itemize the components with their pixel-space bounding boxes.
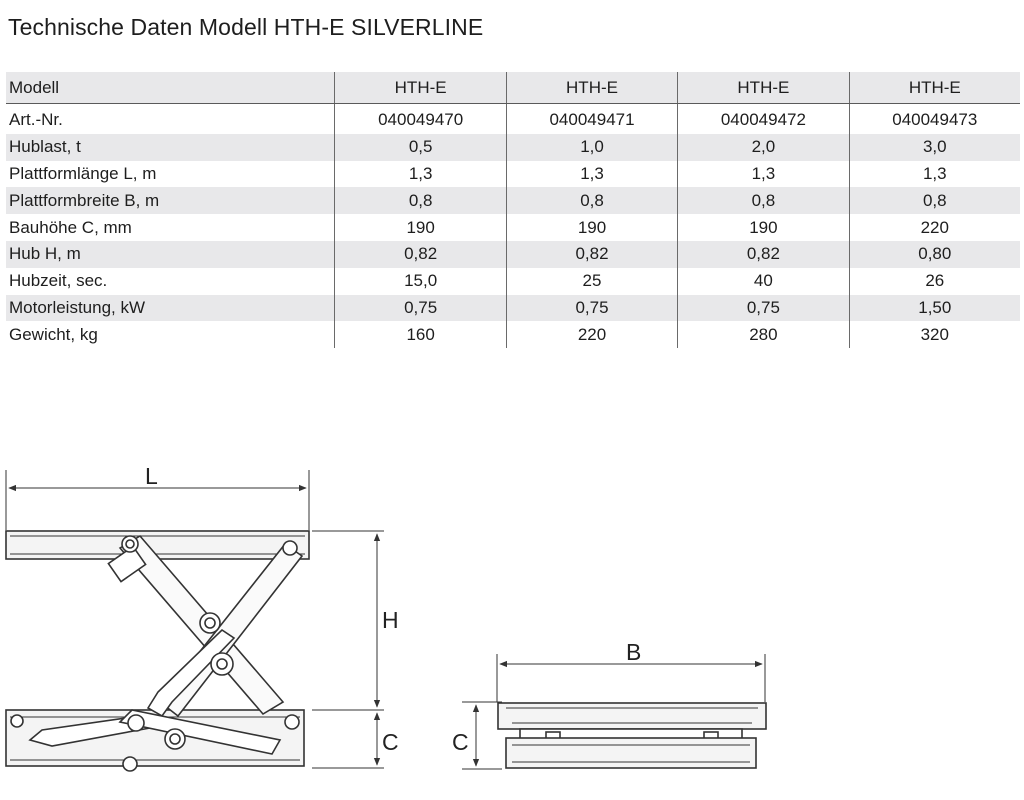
value-cell: 1,3 [335,161,506,188]
value-cell: 15,0 [335,268,506,295]
dimension-label-width: B [626,639,642,665]
value-cell: 1,3 [849,161,1020,188]
row-label-cell: Plattformlänge L, m [9,163,157,183]
value-cell: 40 [678,268,849,295]
technical-drawing [0,440,1024,795]
value-cell: 2,0 [678,134,849,161]
row-label-cell: Hublast, t [6,134,335,161]
value-cell: 040049472 [678,104,849,134]
table-row [6,187,1020,214]
header-cell: HTH-E [335,72,506,104]
header-cell: HTH-E [849,72,1020,104]
value-cell: 0,82 [506,241,677,268]
value-cell: 0,82 [678,241,849,268]
value-cell: 220 [849,214,1020,241]
table-row [6,241,1020,268]
value-cell: 25 [506,268,677,295]
row-label-cell: Gewicht, kg [9,324,98,344]
table-row [6,214,1020,241]
table-row [6,104,1020,134]
value-cell: 0,8 [849,187,1020,214]
value-cell: 040049471 [506,104,677,134]
value-cell: 0,80 [849,241,1020,268]
front-view-drawing [462,654,766,769]
side-view-drawing [6,470,384,771]
table-row [6,268,1020,295]
value-cell: 1,3 [506,161,677,188]
dimension-label-lift: H [382,607,399,633]
dimension-label-length: L [145,463,158,489]
value-cell: 190 [506,214,677,241]
value-cell: 0,5 [335,134,506,161]
value-cell: 190 [678,214,849,241]
value-cell: 040049470 [335,104,506,134]
dimension-label-height-front: C [452,729,469,755]
row-label-cell: Motorleistung, kW [6,295,335,322]
value-cell: 0,82 [335,241,506,268]
header-cell: HTH-E [506,72,677,104]
value-cell: 3,0 [849,134,1020,161]
value-cell: 0,8 [335,187,506,214]
value-cell: 0,75 [335,295,506,322]
value-cell: 220 [506,321,677,348]
value-cell: 160 [335,321,506,348]
value-cell: 040049473 [849,104,1020,134]
value-cell: 26 [849,268,1020,295]
value-cell: 0,8 [678,187,849,214]
page-title: Technische Daten Modell HTH-E SILVERLINE [8,14,484,40]
row-label-cell: Plattformbreite B, m [6,187,335,214]
header-cell: HTH-E [678,72,849,104]
value-cell: 0,75 [678,295,849,322]
value-cell: 190 [335,214,506,241]
table-header-row [6,72,1020,104]
value-cell: 0,75 [506,295,677,322]
value-cell: 280 [678,321,849,348]
value-cell: 1,50 [849,295,1020,322]
dimension-label-height-side: C [382,729,399,755]
table-row [6,321,1020,348]
table-row [6,134,1020,161]
row-label-cell: Hubzeit, sec. [9,271,108,291]
row-label-cell: Hub H, m [6,241,335,268]
value-cell: 0,8 [506,187,677,214]
value-cell: 1,0 [506,134,677,161]
header-cell-model: Modell [6,72,335,104]
value-cell: 1,3 [678,161,849,188]
spec-table [6,72,1020,348]
row-label-cell: Bauhöhe C, mm [9,217,132,237]
table-row [6,295,1020,322]
row-label-cell: Art.-Nr. [9,110,63,130]
table-row [6,161,1020,188]
value-cell: 320 [849,321,1020,348]
